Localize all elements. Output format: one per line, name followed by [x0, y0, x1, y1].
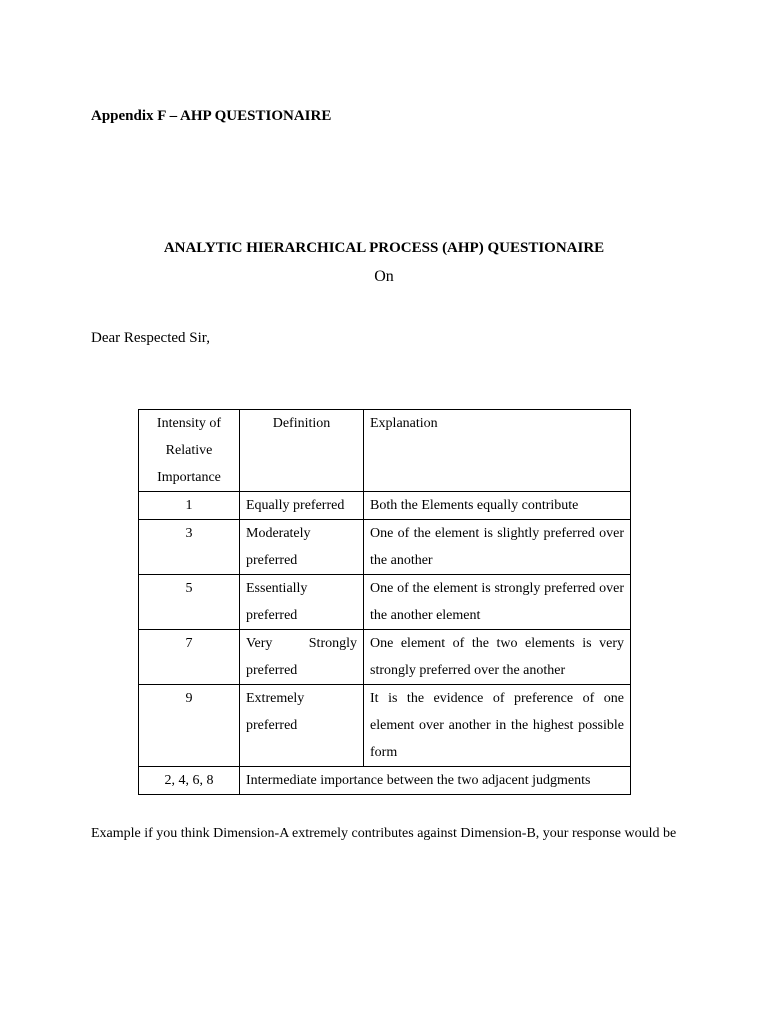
page-subtitle: On [374, 268, 394, 285]
table-row [139, 520, 631, 575]
cell-intensity: 7 [139, 630, 240, 685]
cell-explanation: One element of the two elements is very strongly preferred over the another [364, 630, 631, 685]
table-row [139, 492, 631, 520]
table-row [139, 575, 631, 630]
table-row [139, 630, 631, 685]
header-intensity: Intensity of Relative Importance [139, 410, 240, 492]
cell-definition: Moderately preferred [240, 520, 364, 575]
ahp-scale-table [138, 409, 631, 795]
cell-intensity: 9 [139, 685, 240, 767]
cell-explanation: Intermediate importance between the two adjacent judgments [240, 767, 631, 795]
cell-definition: Equally preferred [240, 492, 364, 520]
cell-explanation: One of the element is strongly preferred over the another element [364, 575, 631, 630]
cell-definition: Extremely preferred [240, 685, 364, 767]
cell-explanation: It is the evidence of preference of one element over another in the highest possible form [364, 685, 631, 767]
cell-intensity: 2, 4, 6, 8 [139, 767, 240, 795]
cell-definition: Essentially preferred [240, 575, 364, 630]
cell-intensity: 3 [139, 520, 240, 575]
salutation: Dear Respected Sir, [91, 330, 210, 346]
cell-explanation: One of the element is slightly preferred over the another [364, 520, 631, 575]
header-explanation: Explanation [364, 410, 631, 492]
cell-explanation: Both the Elements equally contribute [364, 492, 631, 520]
table-row [139, 685, 631, 767]
cell-intensity: 5 [139, 575, 240, 630]
cell-definition: Very Strongly preferred [240, 630, 364, 685]
table-header-row [139, 410, 631, 492]
appendix-heading: Appendix F – AHP QUESTIONAIRE [91, 108, 332, 124]
page-title: ANALYTIC HIERARCHICAL PROCESS (AHP) QUESTIONAIRE [163, 240, 605, 256]
cell-intensity: 1 [139, 492, 240, 520]
example-paragraph: Example if you think Dimension-A extremely contributes against Dimension-B, your response would be [91, 826, 677, 841]
header-definition: Definition [240, 410, 364, 492]
table-row [139, 767, 631, 795]
